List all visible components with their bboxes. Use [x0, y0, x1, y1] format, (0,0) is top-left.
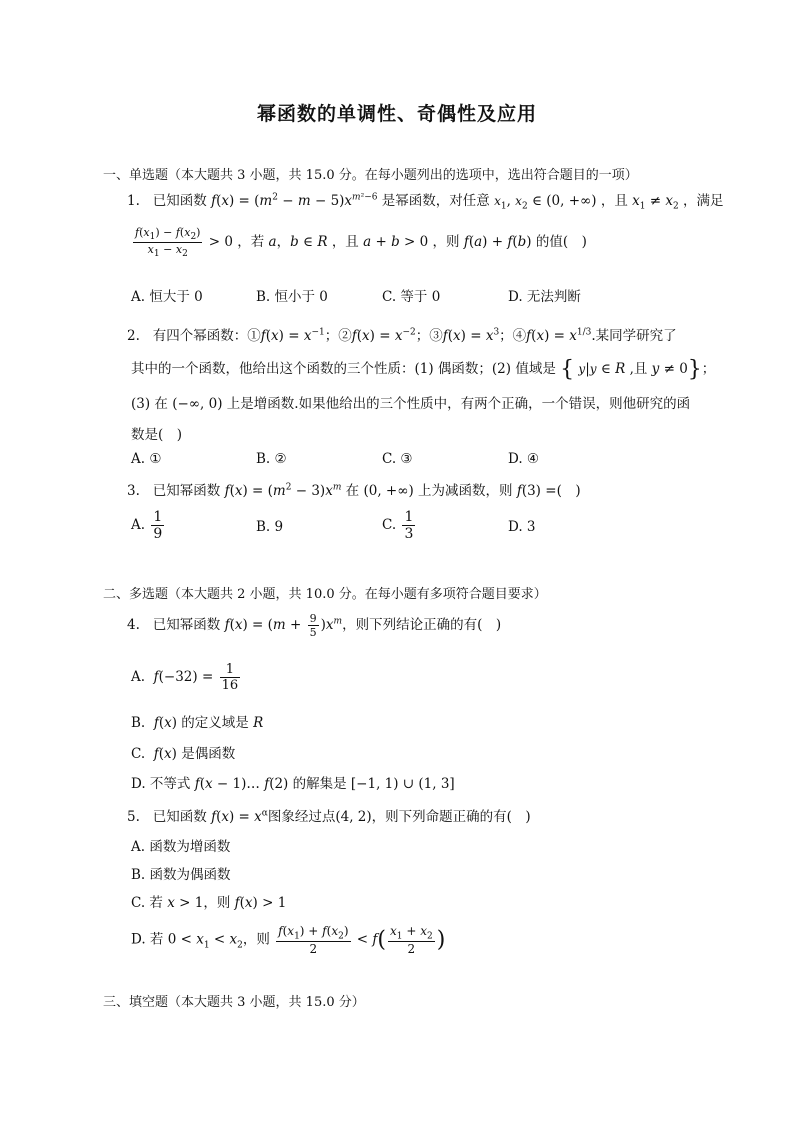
- question-5-number: 5.: [127, 809, 140, 825]
- question-3-option-a[interactable]: A. $\frac{1}{9}$: [131, 509, 163, 542]
- question-1-option-d[interactable]: D. 无法判断: [508, 289, 581, 305]
- question-5-option-c[interactable]: C. 若 x > 1，则 f(x) > 1: [131, 895, 287, 911]
- question-3-number: 3.: [127, 483, 140, 499]
- question-3-option-c[interactable]: C. $\frac{1}{3}$: [382, 509, 414, 542]
- question-1-line-2: $\frac{f(x_1) - f(x_2)}{x_1 - x_2}$ > 0 ，若 a，b ∈ R ，且 a + b > 0 ，则 f(a) + f(b) 的值( ): [135, 226, 587, 260]
- question-1-option-c[interactable]: C. 等于 0: [382, 289, 441, 305]
- question-1-line-1: 1. 已知函数 $f(x) = (m^2 - m - 5)x^{m^2-6}$ 是幂函数，对任意 $x_1$, $x_2$ ∈ (0, +∞) ，且 $x_1 \ne x_2$ ，满足: [127, 192, 724, 212]
- question-1-option-a[interactable]: A. 恒大于 0: [131, 289, 203, 305]
- question-2-line-3: (3) 在 (−∞, 0) 上是增函数.如果他给出的三个性质中，有两个正确，一个错误，则他研究的函: [131, 396, 691, 412]
- question-4-line-1: 4. 已知幂函数 f(x) = (m + $\frac{9}{5}$ )$x^m$，则下列结论正确的有( ): [127, 612, 502, 639]
- question-1-formula: f: [211, 193, 217, 209]
- question-4-option-c[interactable]: C. f(x) 是偶函数: [131, 746, 236, 762]
- question-1-option-b[interactable]: B. 恒小于 0: [256, 289, 328, 305]
- question-2-line-1: 2. 有四个幂函数：①f(x) = $x^{-1}$；②f(x) = $x^{-2}$；③f(x) = $x^3$；④f(x) = $x^{1/3}$.某同学研究了: [127, 327, 677, 344]
- question-2-option-d[interactable]: D. ④: [508, 451, 540, 467]
- question-2-number: 2.: [127, 328, 140, 344]
- question-2-line-4: 数是( ): [131, 427, 183, 443]
- question-4-option-d[interactable]: D. 不等式 f(x − 1)… f(2) 的解集是 [−1, 1) ∪ (1, 3]: [131, 776, 455, 792]
- question-2-option-c[interactable]: C. ③: [382, 451, 413, 467]
- question-2-option-b[interactable]: B. ②: [256, 451, 287, 467]
- question-5-line-1: 5. 已知函数 $f(x) = x^\alpha$图象经过点(4, 2)，则下列命题正确的有( ): [127, 808, 531, 825]
- section-heading-fill-in: 三、填空题（本大题共 3 小题，共 15.0 分）: [103, 995, 365, 1010]
- section-heading-single-choice: 一、单选题（本大题共 3 小题，共 15.0 分。在每小题列出的选项中，选出符合题目的一项）: [103, 168, 638, 183]
- question-2-option-a[interactable]: A. ①: [131, 451, 162, 467]
- question-3-option-d[interactable]: D. 3: [508, 519, 536, 535]
- question-4-option-a[interactable]: A. f(−32) = $\frac{1}{16}$: [131, 662, 239, 693]
- question-1-fraction: $\frac{f(x_1) - f(x_2)}{x_1 - x_2}$: [135, 226, 201, 260]
- question-3-option-b[interactable]: B. 9: [256, 519, 284, 535]
- question-3-line-1: 3. 已知幂函数 $f(x) = (m^2 - 3)x^m$ 在 (0, +∞) 上为减函数，则 f(3) =( ): [127, 482, 581, 499]
- question-5-option-d[interactable]: D. 若 $0 < x_1 < x_2$，则 $\frac{f(x_1) + f(x_2)}{2}$ < f( $\frac{x_1 + x_2}{2}$ ): [131, 924, 446, 957]
- question-4-option-b[interactable]: B. f(x) 的定义域是 R: [131, 715, 264, 731]
- question-2-line-2: 其中的一个函数，他给出这个函数的三个性质：(1) 偶函数；(2) 值域是 { y|y ∈ R ,且 y ≠ 0}；: [131, 357, 716, 382]
- question-1-text: 已知函数: [152, 193, 207, 209]
- page-title: 幂函数的单调性、奇偶性及应用: [256, 103, 537, 125]
- question-4-number: 4.: [127, 617, 140, 633]
- section-heading-multiple-choice: 二、多选题（本大题共 2 小题，共 10.0 分。在每小题有多项符合题目要求）: [103, 587, 547, 602]
- question-1-number: 1.: [127, 193, 140, 209]
- question-5-option-b[interactable]: B. 函数为偶函数: [131, 867, 231, 883]
- question-5-option-a[interactable]: A. 函数为增函数: [131, 839, 231, 855]
